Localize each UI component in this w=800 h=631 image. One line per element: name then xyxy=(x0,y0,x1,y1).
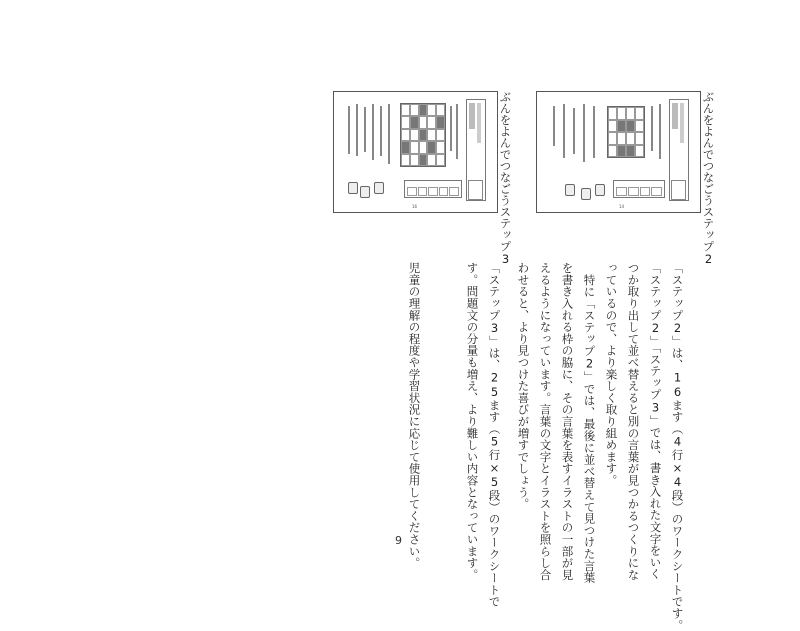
body-line-9: 「ステップ3」は、25ます（5行×5段）のワークシートで xyxy=(487,262,502,608)
thumbnail-illustration xyxy=(581,188,591,200)
thumbnail-illustration xyxy=(595,184,605,196)
caption-step3: ぶんをよんでつなごうステップ3 xyxy=(498,91,513,266)
page-number: 9 xyxy=(395,534,402,547)
body-line-5: 特に「ステップ2」では、最後に並べ替えて見つけた言葉 xyxy=(582,274,597,584)
thumbnail-name-box xyxy=(671,180,686,200)
thumbnail-page-number: 14 xyxy=(619,204,625,209)
worksheet-thumbnail-step3 xyxy=(333,91,498,213)
caption-step2: ぶんをよんでつなごうステップ2 xyxy=(701,91,716,266)
body-line-6: を書き入れる枠の脇に、その言葉を表すイラストの一部が見 xyxy=(560,262,575,581)
thumbnail-grid-4x4 xyxy=(607,106,645,158)
thumbnail-name-box xyxy=(468,180,483,200)
body-line-8: わせると、より見つけた喜びが増すでしょう。 xyxy=(516,262,531,510)
body-line-3: つか取り出して並べ替えると別の言葉が見つかるつくりにな xyxy=(626,262,641,581)
thumbnail-illustration xyxy=(360,186,370,198)
thumbnail-illustration xyxy=(348,182,358,194)
worksheet-thumbnail-step2 xyxy=(536,91,701,213)
body-line-11: 児童の理解の程度や学習状況に応じて使用してください。 xyxy=(407,262,422,569)
body-line-10: す。問題文の分量も増え、より難しい内容となっています。 xyxy=(465,262,480,581)
thumbnail-grid-5x5 xyxy=(400,103,446,167)
body-line-4: っているので、より楽しく取り組めます。 xyxy=(604,262,619,487)
thumbnail-answer-strip xyxy=(404,180,462,198)
thumbnail-illustration xyxy=(565,184,575,196)
thumbnail-illustration xyxy=(374,182,384,194)
body-line-1: 「ステップ2」は、16ます（4行×4段）のワークシートです。 xyxy=(670,262,685,631)
body-line-2: 「ステップ2」「ステップ3」では、書き入れた文字をいく xyxy=(648,262,663,580)
thumbnail-answer-strip xyxy=(613,180,665,198)
body-line-7: えるようになっています。言葉の文字とイラストを照らし合 xyxy=(538,262,553,581)
thumbnail-page-number: 16 xyxy=(412,204,418,209)
